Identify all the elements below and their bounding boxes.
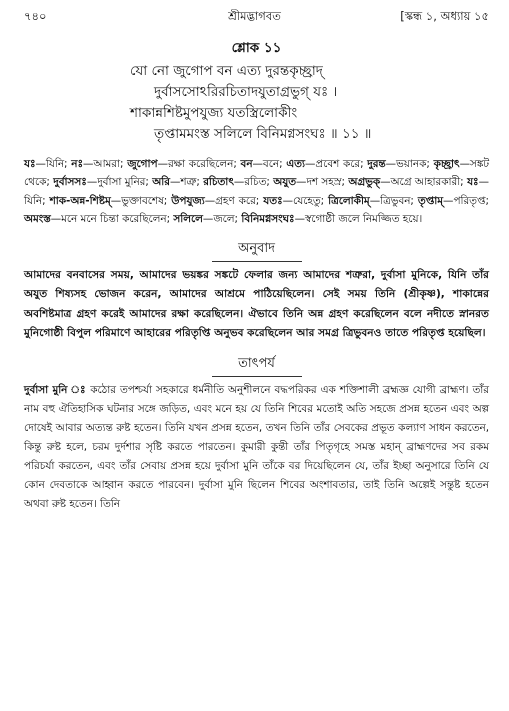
page-number: ৭৪০: [24, 9, 47, 23]
synonym-meaning: —মনে মনে চিন্তা করেছিলেন;: [50, 213, 174, 226]
heading-underline: [212, 261, 302, 262]
verse-line: শাকান্নশিষ্টমুপযুজ্য যতস্ত্রিলোকীং: [130, 105, 298, 121]
synonym-word: যতঃ: [263, 194, 283, 207]
page-header: [24, 0, 489, 27]
synonym-meaning: —দশ সহস্র;: [296, 176, 349, 189]
verse-line: দুর্বাসসোঽরিরচিতাদযুতাগ্রভুগ্ যঃ ।: [154, 84, 338, 100]
synonym-meaning: —স্বগোষ্ঠী জলে নিমজ্জিত হয়ে।: [294, 213, 423, 226]
synonym-word: অযুত: [273, 176, 297, 189]
synonym-word: অগ্রভুক্: [348, 176, 381, 189]
synonym-word: কৃচ্ছ্রাৎ: [433, 158, 460, 170]
synonym-word: ত্রিলোকীম্: [328, 194, 370, 207]
synonym-meaning: —গ্রহণ করে;: [204, 194, 264, 207]
synonym-word: যঃ: [24, 158, 36, 170]
synonym-word: দুরন্ত: [367, 158, 386, 170]
verse-line: তৃপ্তামমংস্ত সলিলে বিনিমগ্নসংঘঃ ॥ ১১ ॥: [154, 126, 372, 142]
synonym-word: দুর্বাসসঃ: [53, 176, 87, 189]
synonym-word: বিনিমগ্নসংঘঃ: [241, 213, 295, 226]
synonym-word: সলিলে: [173, 213, 203, 226]
purport-lead: দুর্বাসা মুনি ঃ: [24, 384, 87, 396]
sanskrit-verse: [24, 61, 489, 145]
synonym-meaning: —রক্ষা করেছিলেন;: [157, 158, 241, 170]
translation-text: আমাদের বনবাসের সময়, আমাদের ভয়ঙ্কর সঙ্কটে ফেলার জন্য আমাদের শত্রুরা, দুর্বাসা মুনিকে, যিনি তাঁর অযুত শিষ্যসহ ভোজন করেন, আমাদের আশ্রমে পাঠিয়েছিলেন। সেই সময় তিনি (শ্রীকৃষ্ণ), শাকান্নের অবশিষ্টমাত্র গ্রহণ করেই আমাদের রক্ষা করেছিলেন। ঐভাবে তিনি অন্ন গ্রহণ করেছিলেন বলে নদীতে স্নানরত মুনিগোষ্ঠী বিপুল পরিমাণে আহারের পরিতৃপ্তি অনুভব করেছিলেন আর সমগ্র ত্রিভুবনও তাতে পরিতৃপ্ত হয়েছিল।: [24, 268, 489, 340]
verse-label: শ্লোক ১১: [231, 40, 282, 56]
synonym-meaning: —যেহেতু;: [282, 194, 329, 207]
synonym-meaning: —সঙ্কট থেকে;: [24, 158, 489, 189]
synonym-word: এত্য: [286, 158, 305, 170]
synonym-meaning: —শত্রু;: [169, 176, 204, 189]
synonym-meaning: —যিনি;: [24, 176, 489, 207]
purport-heading: [24, 354, 489, 377]
synonym-meaning: —আমরা;: [83, 158, 128, 170]
chapter-reference: [স্কন্ধ ১, অধ্যায় ১৫: [400, 9, 489, 23]
purport-text: [24, 381, 489, 514]
word-synonyms: [24, 155, 489, 229]
synonym-word: উপযুজ্য: [171, 194, 205, 207]
synonym-meaning: —ভয়ানক;: [385, 158, 434, 170]
synonym-word: শাক-অন্ন-শিষ্টম্: [49, 194, 111, 207]
translation-heading-text: অনুবাদ: [238, 240, 275, 256]
synonym-meaning: —ভুক্তাবশেষ;: [110, 194, 172, 207]
synonym-word: জুগোপ: [127, 158, 158, 170]
synonym-meaning: —পরিতৃপ্ত;: [443, 194, 490, 207]
synonym-word: যঃ: [467, 176, 479, 189]
synonym-word: বন: [240, 158, 253, 170]
purport-body: কঠোর তপশ্চর্যা সহকারে ধর্মনীতি অনুশীলনে বদ্ধপরিকর এক শক্তিশালী ব্রহ্মজ্ঞ যোগী ব্রাহ্মণ। তাঁর নাম বহু ঐতিহাসিক ঘটনার সঙ্গে জড়িত, এবং মনে হয় যে তিনি শিবের মতোই অতি সহজে প্রসন্ন হতেন এবং অল্প দোষেই আবার অত্যন্ত রুষ্ট হতেন। তিনি যখন প্রসন্ন হতেন, তখন তিনি তাঁর সেবকের প্রভূত কল্যাণ সাধন করতেন, কিন্তু রুষ্ট হলে, চরম দুর্দশার সৃষ্টি করতে পারতেন। কুমারী কুন্তী তাঁর পিতৃগৃহে সমস্ত মহান্ ব্রাহ্মণদের সব রকম পরিচর্যা করতেন, এবং তাঁর সেবায় প্রসন্ন হয়ে দুর্বাসা মুনি তাঁকে বর দিয়েছিলেন যে, তাঁর ইচ্ছা অনুসারে তিনি যে কোন দেবতাকে আহ্বান করতে পারবেন। দুর্বাসা মুনি ছিলেন শিবের অংশাবতার, তাই তিনি অল্পেই সন্তুষ্ট হতেন অথবা রুষ্ট হতেন। তিনি: [24, 384, 489, 510]
synonym-word: রচিতাৎ: [203, 176, 234, 189]
synonym-meaning: —অগ্রে আহারকারী;: [380, 176, 468, 189]
translation-heading: [24, 239, 489, 262]
synonym-word: নঃ: [71, 158, 83, 170]
book-title: শ্রীমদ্ভাগবত: [228, 9, 281, 23]
heading-underline: [212, 376, 302, 377]
synonym-word: তৃপ্তাম্: [417, 194, 444, 207]
synonym-word: অমংস্ত: [24, 213, 51, 226]
synonym-word: অরি: [152, 176, 170, 189]
purport-heading-text: তাৎপর্য: [238, 356, 275, 371]
synonym-meaning: —রচিত;: [233, 176, 274, 189]
synonym-meaning: —জলে;: [202, 213, 242, 226]
synonym-meaning: —দুর্বাসা মুনির;: [86, 176, 153, 189]
synonym-meaning: —যিনি;: [35, 158, 72, 170]
synonym-meaning: —প্রবেশ করে;: [305, 158, 368, 170]
synonym-meaning: —ত্রিভুবন;: [369, 194, 418, 207]
verse-line: যো নো জুগোপ বন এত্য দুরন্তকৃচ্ছ্রাদ্: [130, 63, 323, 79]
synonym-meaning: —বনে;: [252, 158, 287, 170]
